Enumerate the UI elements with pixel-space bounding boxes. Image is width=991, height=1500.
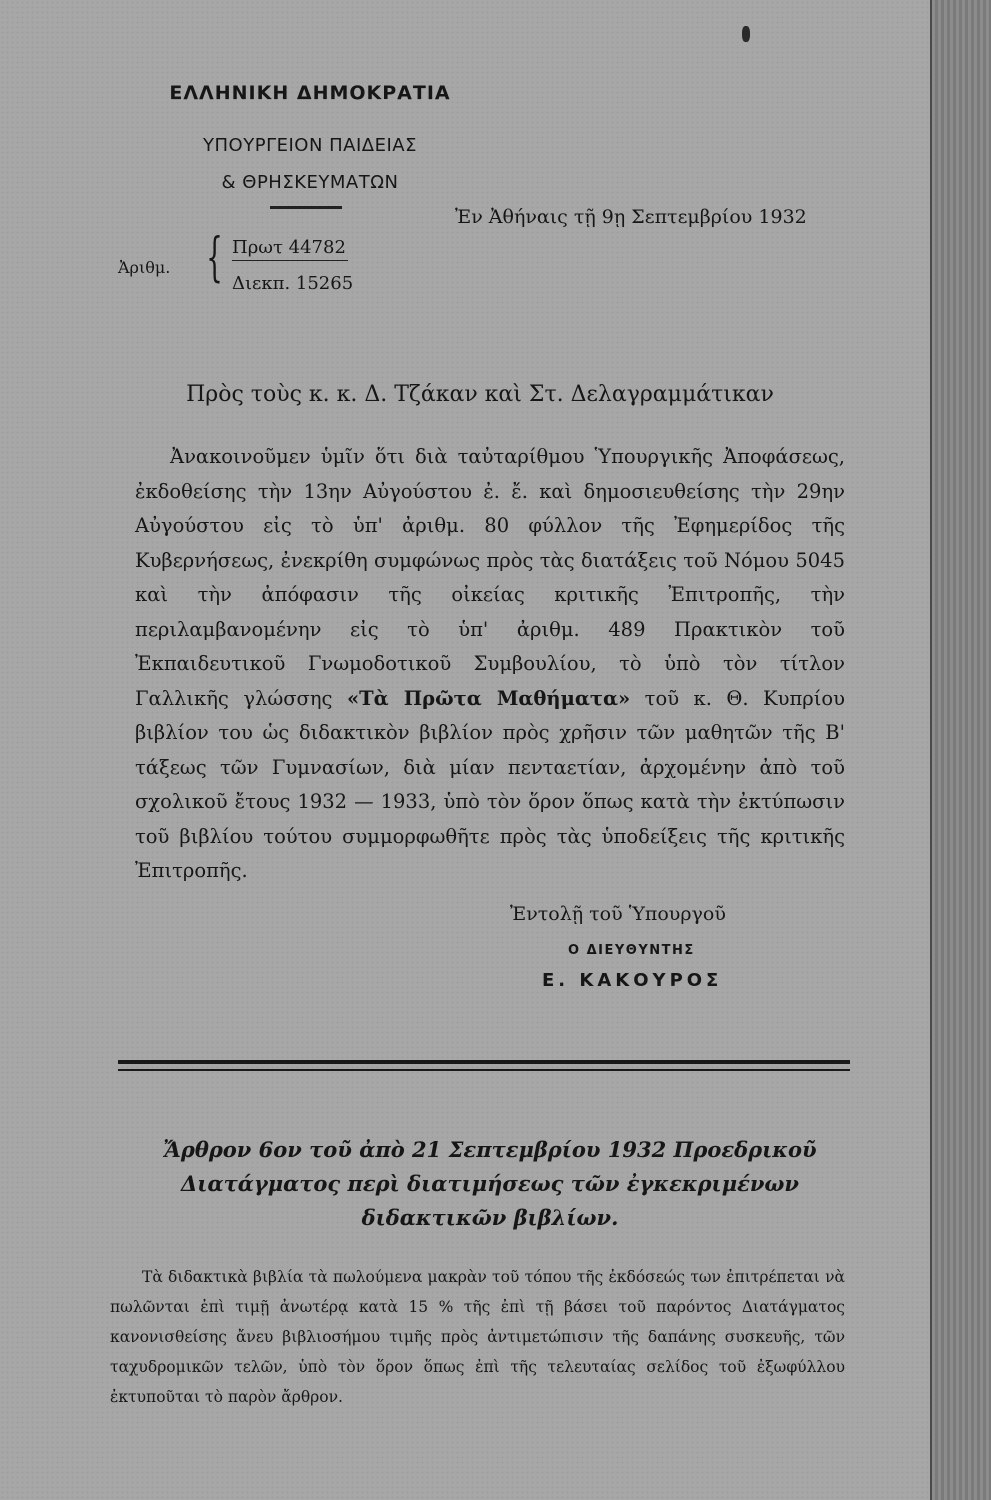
section-divider-thin	[118, 1069, 850, 1071]
article-title: Ἄρθρον 6ον τοῦ ἀπὸ 21 Σεπτεμβρίου 1932 Προεδρικοῦ Διατάγματος περὶ διατιμήσεως τῶν ἐγκεκριμένων διδακτικῶν βιβλίων.	[163, 1137, 817, 1230]
republic-heading: ΕΛΛΗΝΙΚΗ ΔΗΜΟΚΡΑΤΙΑ	[169, 82, 451, 104]
signature-title: Ο ΔΙΕΥΘΥΝΤΗΣ	[568, 943, 695, 958]
protocol-number: Πρωτ 44782	[232, 237, 348, 261]
ministry-heading-line2: & ΘΡΗΣΚΕΥΜΑΤΩΝ	[221, 172, 399, 193]
book-title: «Τὰ Πρῶτα Μαθήματα»	[346, 686, 631, 710]
letter-body-part2: τοῦ κ. Θ. Κυπρίου βιβλίον του ὡς διδακτικὸν βιβλίον πρὸς χρῆσιν τῶν μαθητῶν τῆς Β' τάξεως τῶν Γυμνασίων, διὰ μίαν πενταετίαν, ἀρχομένην ἀπὸ τοῦ σχολικοῦ ἔτους 1932 — 1933, ὑπὸ τὸν ὅρον ὅπως κατὰ τὴν ἐκτύπωσιν τοῦ βιβλίου τούτου συμμορφωθῆτε πρὸς τὰς ὑποδείξεις τῆς κριτικῆς Ἐπιτροπῆς.	[135, 686, 845, 882]
letter-body	[135, 440, 845, 889]
dispatch-number: Διεκπ. 15265	[232, 273, 354, 294]
addressee-line: Πρὸς τοὺς κ. κ. Δ. Τζάκαν καὶ Στ. Δελαγραμμάτικαν	[186, 382, 774, 407]
date-line: Ἐν Ἀθήναις τῇ 9ῃ Σεπτεμβρίου 1932	[455, 206, 807, 228]
signature-name: Ε. ΚΑΚΟΥΡΟΣ	[542, 970, 723, 991]
ministry-heading-line1: ΥΠΟΥΡΓΕΙΟΝ ΠΑΙΔΕΙΑΣ	[203, 135, 417, 156]
reference-brace: {	[206, 228, 223, 288]
letter-body-part1: Ἀνακοινοῦμεν ὑμῖν ὅτι διὰ ταὐταρίθμου Ὑπουργικῆς Ἀποφάσεως, ἐκδοθείσης τὴν 13ην Αὐγούστου ἐ. ἔ. καὶ δημοσιευθείσης τὴν 29ην Αὐγούστου εἰς τὸ ὑπ' ἀριθμ. 80 φύλλον τῆς Ἐφημερίδος τῆς Κυβερνήσεως, ἐνεκρίθη συμφώνως πρὸς τὰς διατάξεις τοῦ Νόμου 5045 καὶ τὴν ἀπόφασιν τῆς οἰκείας κριτικῆς Ἐπιτροπῆς, τὴν περιλαμβανομένην εἰς τὸ ὑπ' ἀριθμ. 489 Πρακτικὸν τοῦ Ἐκπαιδευτικοῦ Γνωμοδοτικοῦ Συμβουλίου, τὸ ὑπὸ τὸν τίτλον Γαλλικῆς γλώσσης	[135, 445, 845, 710]
signature-order-line: Ἐντολῇ τοῦ Ὑπουργοῦ	[510, 903, 726, 925]
book-spine	[930, 0, 991, 1500]
article-body: Τὰ διδακτικὰ βιβλία τὰ πωλούμενα μακρὰν τοῦ τόπου τῆς ἐκδόσεώς των ἐπιτρέπεται νὰ πωλῶνται ἐπὶ τιμῇ ἀνωτέρᾳ κατὰ 15 % τῆς ἐπὶ τῇ βάσει τοῦ παρόντος Διατάγματος κανονισθείσης ἄνευ βιβλιοσήμου τιμῆς πρὸς ἀντιμετώπισιν τῆς δαπάνης συσκευῆς, τῶν ταχυδρομικῶν τελῶν, ὑπὸ τὸν ὅρον ὅπως ἐπὶ τῆς τελευταίας σελίδος τοῦ ἐξωφύλλου ἐκτυποῦται τὸ παρὸν ἄρθρον.	[110, 1268, 845, 1406]
ink-speck	[742, 26, 750, 42]
section-divider-thick	[118, 1060, 850, 1064]
reference-label: Ἀριθμ.	[118, 258, 171, 277]
header-divider	[270, 206, 342, 209]
